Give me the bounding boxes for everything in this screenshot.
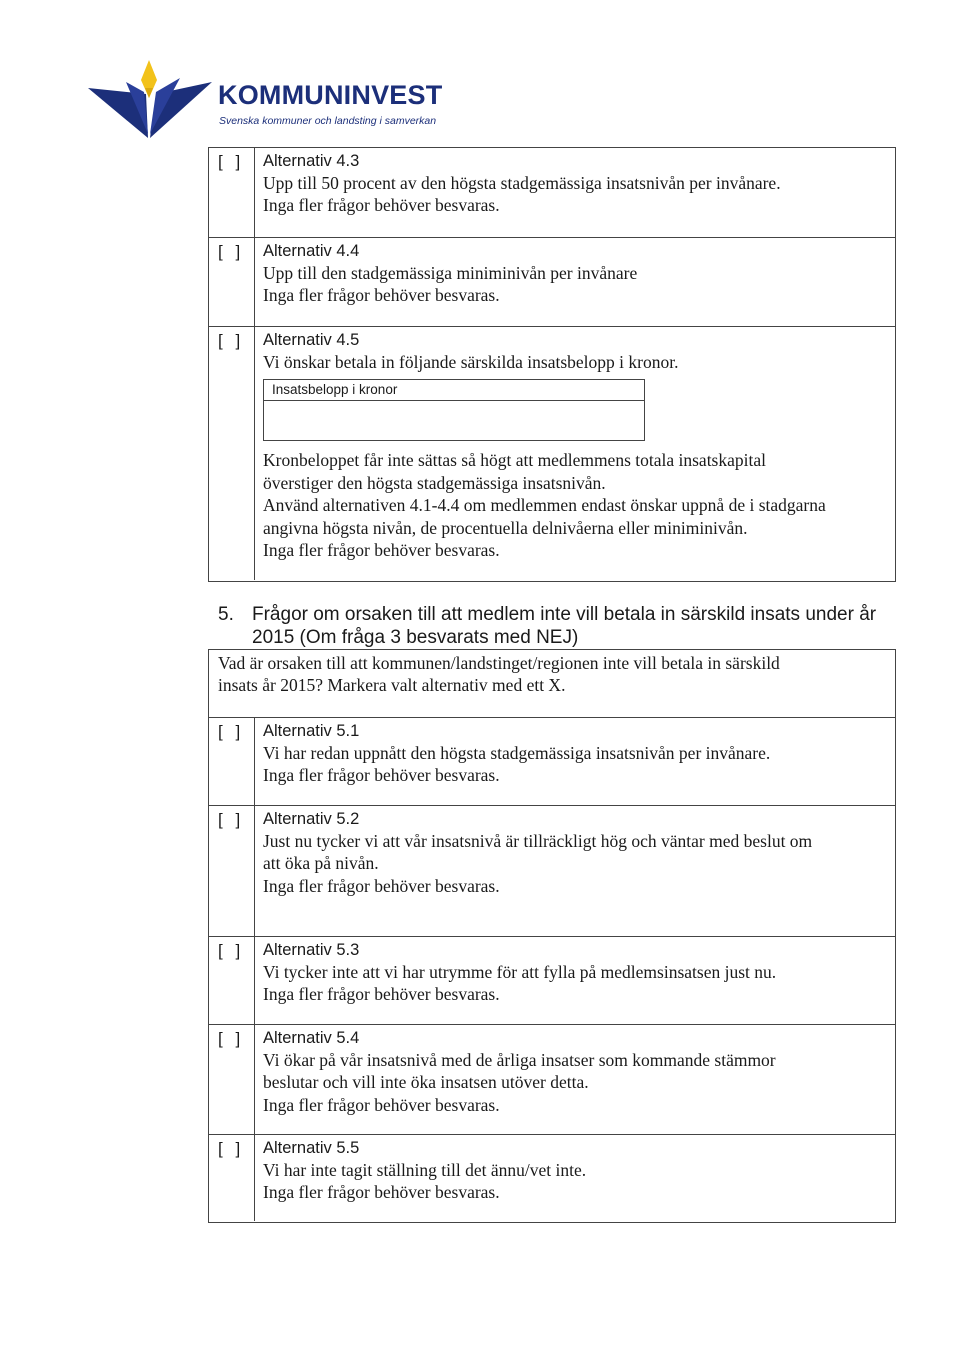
alternative-5-4-row bbox=[209, 1024, 895, 1134]
alternative-text: Vi har inte tagit ställning till det ännu/vet inte. bbox=[263, 1160, 587, 1180]
alternative-title: Alternativ 5.5 bbox=[263, 1139, 360, 1157]
alternative-5-2-row bbox=[209, 805, 895, 936]
alternative-title: Alternativ 4.5 bbox=[263, 331, 360, 349]
alternative-text: beslutar och vill inte öka insatsen utöver detta. bbox=[263, 1072, 589, 1093]
note-text: angivna högsta nivån, de procentuella delnivåerna eller miniminivån. bbox=[263, 517, 748, 538]
amount-input-field[interactable] bbox=[263, 379, 645, 441]
alternative-4-5-row bbox=[209, 326, 895, 580]
brand-tagline: Svenska kommuner och landsting i samverkan bbox=[219, 115, 437, 127]
checkbox-5-4[interactable]: [ ] bbox=[209, 1025, 255, 1134]
alternative-5-3-row bbox=[209, 936, 895, 1024]
checkbox-5-5[interactable]: [ ] bbox=[209, 1135, 255, 1221]
alternative-text: Upp till 50 procent av den högsta stadgemässiga insatsnivån per invånare. bbox=[263, 173, 781, 193]
alternative-title: Alternativ 4.3 bbox=[263, 152, 360, 170]
alternative-title: Alternativ 5.1 bbox=[263, 722, 360, 740]
alternative-title: Alternativ 5.4 bbox=[263, 1029, 360, 1047]
amount-field-label: Insatsbelopp i kronor bbox=[272, 382, 398, 398]
alternative-text: Inga fler frågor behöver besvaras. bbox=[263, 875, 500, 896]
alternative-text: Vi ökar på vår insatsnivå med de årliga insatser som kommande stämmor bbox=[263, 1050, 776, 1070]
note-text: Använd alternativen 4.1-4.4 om medlemmen endast önskar uppnå de i stadgarna bbox=[263, 495, 826, 516]
alternative-text: Inga fler frågor behöver besvaras. bbox=[263, 765, 500, 786]
alternative-5-1-row bbox=[209, 717, 895, 805]
checkbox-5-1[interactable]: [ ] bbox=[209, 718, 255, 805]
alternative-5-5-row bbox=[209, 1134, 895, 1221]
section-number: 5. bbox=[218, 604, 234, 625]
checkbox-4-5[interactable]: [ ] bbox=[209, 327, 255, 580]
section4-table bbox=[208, 147, 896, 582]
alternative-title: Alternativ 5.3 bbox=[263, 941, 360, 959]
alternative-4-4-row bbox=[209, 237, 895, 326]
note-text: överstiger den högsta stadgemässiga insatsnivån. bbox=[263, 472, 606, 493]
alternative-text: Inga fler frågor behöver besvaras. bbox=[263, 1182, 500, 1203]
alternative-text: Just nu tycker vi att vår insatsnivå är tillräckligt hög och väntar med beslut om bbox=[263, 831, 813, 851]
question-row bbox=[209, 650, 895, 717]
alternative-text: Upp till den stadgemässiga miniminivån per invånare bbox=[263, 263, 638, 283]
alternative-text: Vi har redan uppnått den högsta stadgemässiga insatsnivån per invånare. bbox=[263, 743, 771, 763]
checkbox-5-2[interactable]: [ ] bbox=[209, 806, 255, 936]
kommuninvest-emblem-icon bbox=[88, 58, 218, 140]
checkbox-4-4[interactable]: [ ] bbox=[209, 238, 255, 326]
question-text: Vad är orsaken till att kommunen/landstinget/regionen inte vill betala in särskild bbox=[218, 653, 780, 673]
alternative-text: Vi tycker inte att vi har utrymme för att fylla på medlemsinsatsen just nu. bbox=[263, 962, 777, 982]
brand-name: KOMMUNINVEST bbox=[218, 80, 443, 110]
note-text: Kronbeloppet får inte sättas så högt att medlemmens totala insatskapital bbox=[263, 450, 766, 471]
alternative-title: Alternativ 5.2 bbox=[263, 810, 360, 828]
alternative-text: Vi önskar betala in följande särskilda insatsbelopp i kronor. bbox=[263, 352, 679, 372]
question-text: insats år 2015? Markera valt alternativ med ett X. bbox=[218, 675, 566, 696]
heading-line: Frågor om orsaken till att medlem inte vill betala in särskild insats under år bbox=[252, 604, 877, 625]
checkbox-5-3[interactable]: [ ] bbox=[209, 937, 255, 1024]
alternative-text: att öka på nivån. bbox=[263, 853, 379, 874]
alternative-text: Inga fler frågor behöver besvaras. bbox=[263, 195, 500, 216]
section5-table bbox=[208, 649, 896, 1223]
alternative-title: Alternativ 4.4 bbox=[263, 242, 360, 260]
alternative-4-3-row bbox=[209, 148, 895, 237]
alternative-text: Inga fler frågor behöver besvaras. bbox=[263, 984, 500, 1005]
heading-line: 2015 (Om fråga 3 besvarats med NEJ) bbox=[252, 626, 579, 648]
checkbox-4-3[interactable]: [ ] bbox=[209, 148, 255, 237]
alternative-text: Inga fler frågor behöver besvaras. bbox=[263, 285, 500, 306]
alternative-text: Inga fler frågor behöver besvaras. bbox=[263, 1094, 500, 1115]
note-text: Inga fler frågor behöver besvaras. bbox=[263, 540, 500, 561]
kommuninvest-logo bbox=[88, 58, 468, 140]
section5-heading bbox=[218, 604, 898, 649]
